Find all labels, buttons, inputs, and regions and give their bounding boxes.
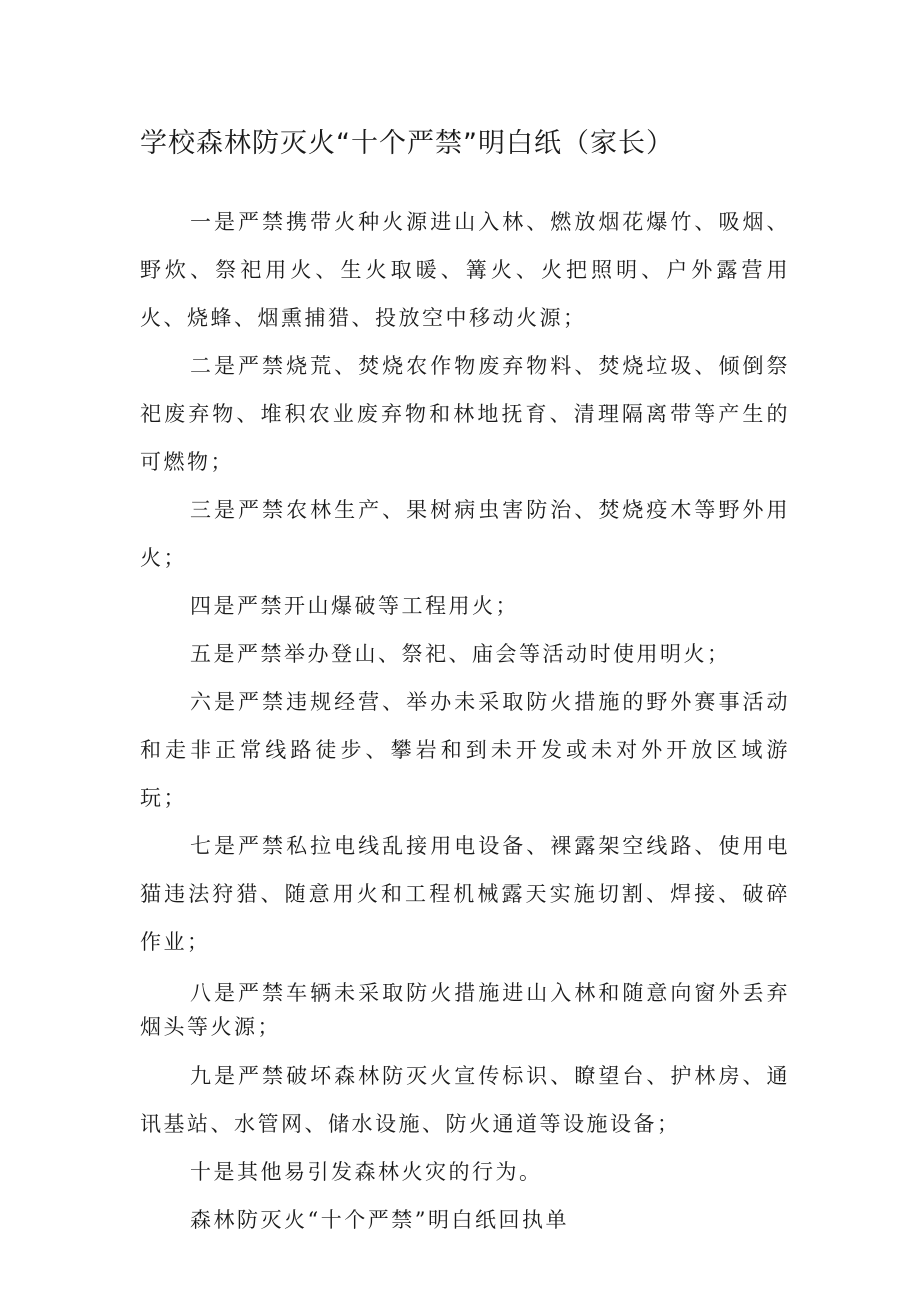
paragraph-rule-6: 六是严禁违规经营、举办未采取防火措施的野外赛事活动和走非正常线路徒步、攀岩和到未开发或未对外开放区域游玩； xyxy=(140,690,790,810)
paragraph-rule-5: 五是严禁举办登山、祭祀、庙会等活动时使用明火； xyxy=(190,642,731,666)
paragraph-rule-3: 三是严禁农林生产、果树病虫害防治、焚烧疫木等野外用火； xyxy=(140,498,790,570)
document-body xyxy=(140,198,790,1244)
paragraph-rule-9: 九是严禁破坏森林防灭火宣传标识、瞭望台、护林房、通讯基站、水管网、储水设施、防火通道等设施设备； xyxy=(140,1064,790,1136)
paragraph-rule-2: 二是严禁烧荒、焚烧农作物废弃物料、焚烧垃圾、倾倒祭祀废弃物、堆积农业废弃物和林地抚育、清理隔离带等产生的可燃物； xyxy=(140,354,790,474)
document-title: 学校森林防灭火“十个严禁”明白纸（家长） xyxy=(140,128,674,159)
paragraph-rule-8: 八是严禁车辆未采取防火措施进山入林和随意向窗外丢弃烟头等火源； xyxy=(140,981,790,1039)
paragraph-rule-7: 七是严禁私拉电线乱接用电设备、裸露架空线路、使用电猫违法狩猎、随意用火和工程机械露天实施切割、焊接、破碎作业； xyxy=(140,834,790,954)
receipt-heading: 森林防灭火“十个严禁”明白纸回执单 xyxy=(190,1208,569,1232)
paragraph-rule-4: 四是严禁开山爆破等工程用火； xyxy=(190,594,519,618)
paragraph-rule-1: 一是严禁携带火种火源进山入林、燃放烟花爆竹、吸烟、野炊、祭祀用火、生火取暖、篝火、火把照明、户外露营用火、烧蜂、烟熏捕猎、投放空中移动火源； xyxy=(140,210,790,330)
paragraph-rule-10: 十是其他易引发森林火灾的行为。 xyxy=(190,1160,543,1184)
